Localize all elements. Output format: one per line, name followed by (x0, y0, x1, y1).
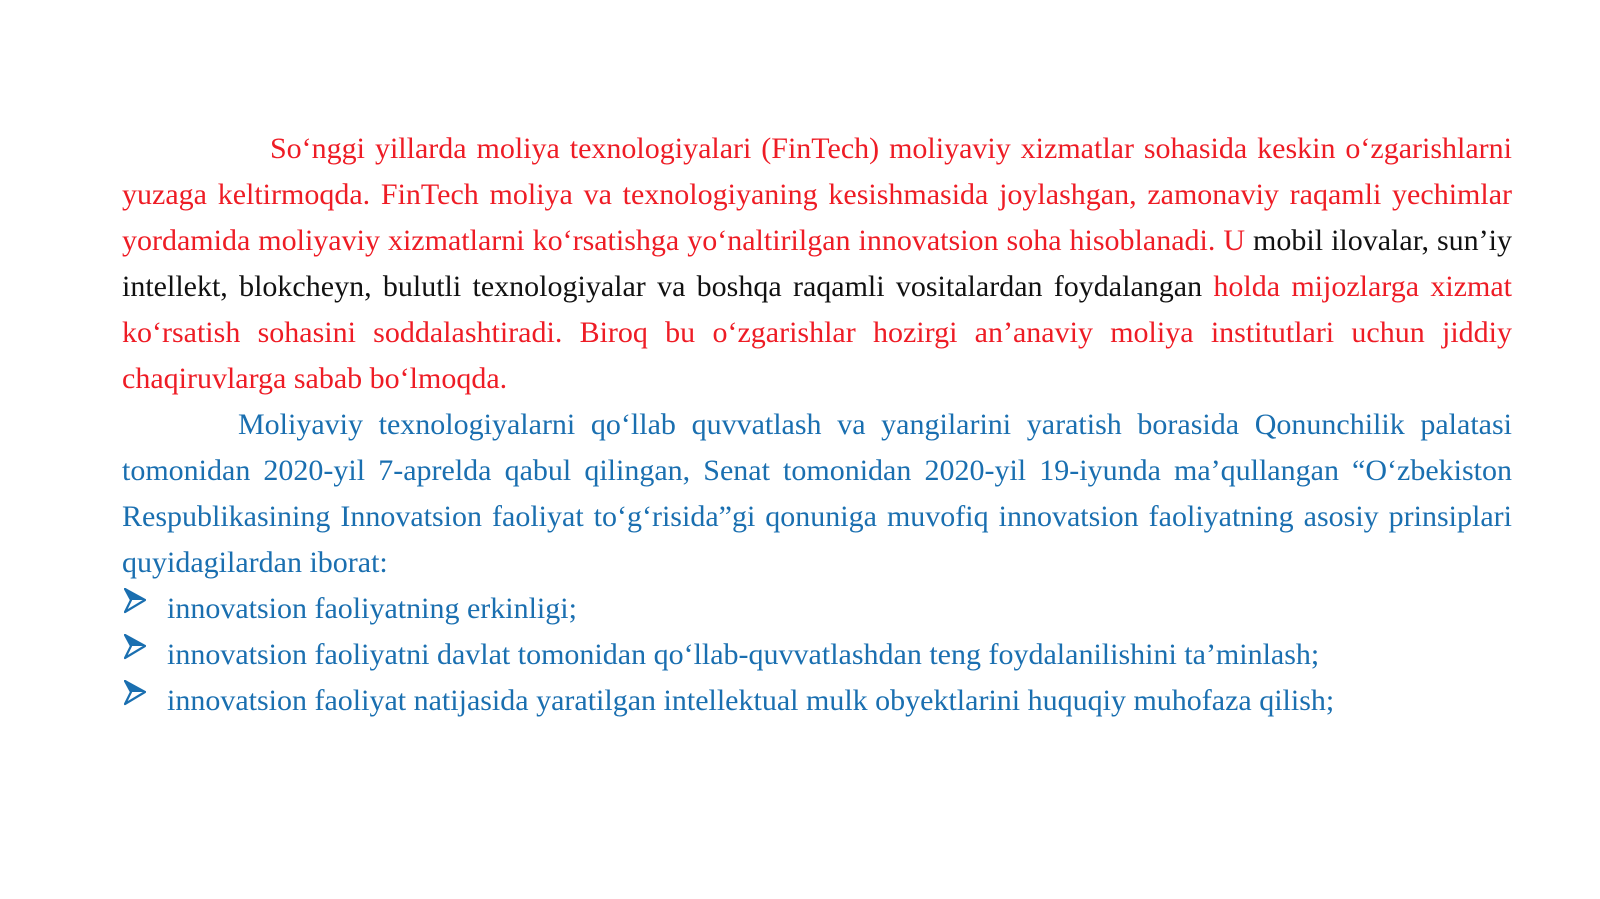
list-item-text: innovatsion faoliyatni davlat tomonidan qo‘llab-quvvatlashdan teng foydalanilishini ta’minlash; (167, 638, 1320, 671)
intro-text-black: mobil ilovalar, sun’iy intellekt, blokcheyn, bulutli texnologiyalar va boshqa raqamli vositalardan foydalangan (122, 224, 1512, 303)
intro-paragraph (122, 126, 1512, 402)
law-paragraph-text: Moliyaviy texnologiyalarni qo‘llab quvvatlash va yangilarini yaratish borasida Qonunchilik palatasi tomonidan 2020-yil 7-aprelda qabul qilingan, Senat tomonidan 2020-yil 19-iyunda ma’qullangan “O‘zbekiston Respublikasining Innovatsion faoliyat to‘g‘risida”gi qonuniga muvofiq innovatsion faoliyatning asosiy prinsiplari quyidagilardan iborat: (122, 408, 1512, 579)
list-item (122, 632, 1512, 678)
arrow-bullet-icon (124, 588, 146, 614)
list-item-text: innovatsion faoliyatning erkinligi; (167, 592, 577, 625)
list-item (122, 678, 1512, 724)
list-item-text: innovatsion faoliyat natijasida yaratilgan intellektual mulk obyektlarini huquqiy muhofaza qilish; (167, 684, 1335, 717)
slide-content (122, 126, 1512, 724)
arrow-bullet-icon (124, 634, 146, 660)
principles-list (122, 586, 1512, 724)
intro-text-red-end: holda mijozlarga xizmat ko‘rsatish sohasini soddalashtiradi. Biroq bu o‘zgarishlar hozirgi an’anaviy moliya institutlari uchun jiddiy chaqiruvlarga sabab bo‘lmoqda. (122, 270, 1512, 395)
list-item (122, 586, 1512, 632)
arrow-bullet-icon (124, 680, 146, 706)
intro-text-red-start: So‘nggi yillarda moliya texnologiyalari (FinTech) moliyaviy xizmatlar sohasida keskin o‘zgarishlarni yuzaga keltirmoqda. FinTech moliya va texnologiyaning kesishmasida joylashgan, zamonaviy raqamli yechimlar yordamida moliyaviy xizmatlarni ko‘rsatishga yo‘naltirilgan innovatsion soha hisoblanadi. U (122, 132, 1512, 257)
law-paragraph (122, 402, 1512, 586)
